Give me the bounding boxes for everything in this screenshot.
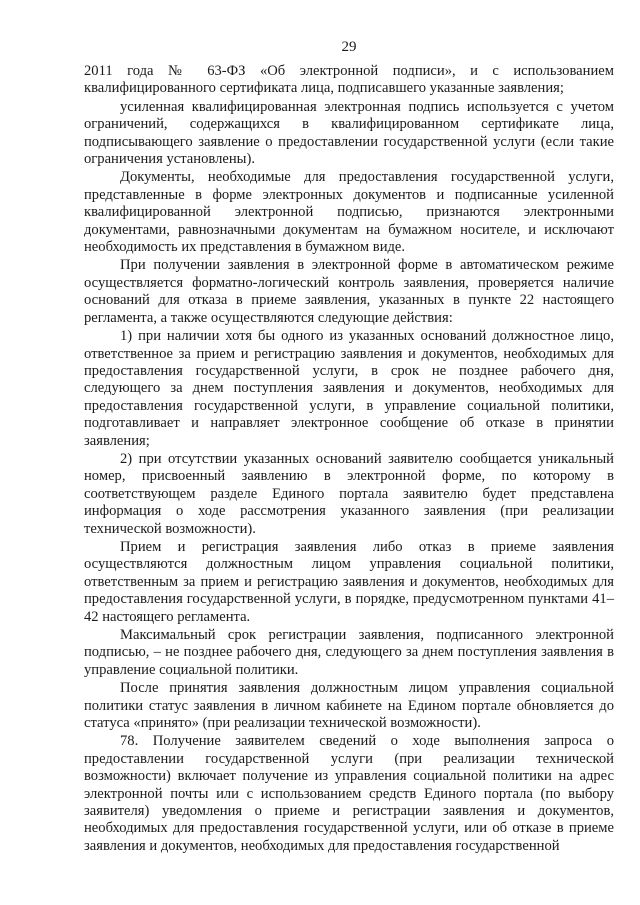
paragraph-max-term: Максимальный срок регистрации заявления, подписанного электронной подписью, – не позднее рабочего дня, следующего за днем поступления заявления в управление социальной политики. [84,627,614,678]
paragraph-registration: Прием и регистрация заявления либо отказ в приеме заявления осуществляются должностным лицом управления социальной политики, ответственным за прием и регистрацию заявления и документов, необходимых для предоставления государственной услуги, в порядке, предусмотренном пунктами 41–42 настоящего регламента. [84,538,614,625]
paragraph-status-update: После принятия заявления должностным лицом управления социальной политики статус заявления в личном кабинете на Едином портале обновляется до статуса «принято» (при реализации технической возможности). [84,680,614,732]
paragraph-item-2: 2) при отсутствии указанных оснований заявителю сообщается уникальный номер, присвоенный заявлению в электронной форме, по которому в соответствующем разделе Единого портала заявителю будет представлена информация о ходе рассмотрения указанного заявления (при реализации технической возможности). [84,450,614,537]
paragraph-signature-restrictions: усиленная квалифицированная электронная подпись используется с учетом ограничений, содержащихся в квалифицированном сертификате лица, подписывающего заявление о предоставлении государственной услуги (если такие ограничения установлены). [84,98,614,168]
paragraph-format-control: При получении заявления в электронной форме в автоматическом режиме осуществляется форматно-логический контроль заявления, проверяется наличие оснований для отказа в приеме заявления, указанных в пункте 22 настоящего регламента, а также осуществляются следующие действия: [84,257,614,326]
document-body [84,63,614,855]
paragraph-item-1: 1) при наличии хотя бы одного из указанных оснований должностное лицо, ответственное за прием и регистрацию заявления и документов, необходимых для предоставления государственной услуги, в срок не позднее рабочего дня, следующего за днем поступления заявления и документов, необходимых для предоставления государственной услуги, в управление социальной политики, подготавливает и направляет электронное сообщение об отказе в принятии заявления; [84,328,614,449]
paragraph-78: 78. Получение заявителем сведений о ходе выполнения запроса о предоставлении государственной услуги (при реализации технической возможности) включает получение из управления социальной политики на адрес электронной почты или с использованием средств Единого портала (по выбору заявителя) уведомления о приеме и регистрации заявления и документов, необходимых для предоставления государственной услуги, или об отказе в приеме заявления и документов, необходимых для предоставления государственной [84,733,614,854]
paragraph-continuation: 2011 года № 63-ФЗ «Об электронной подписи», и с использованием квалифицированного сертификата лица, подписавшего указанные заявления; [84,63,614,97]
paragraph-electronic-documents: Документы, необходимые для предоставления государственной услуги, представленные в форме электронных документов и подписанные усиленной квалифицированной электронной подписью, признаются электронными документами, равнозначными документам на бумажном носителе, и исключают необходимость их представления в бумажном виде. [84,169,614,256]
page-number: 29 [341,39,357,55]
